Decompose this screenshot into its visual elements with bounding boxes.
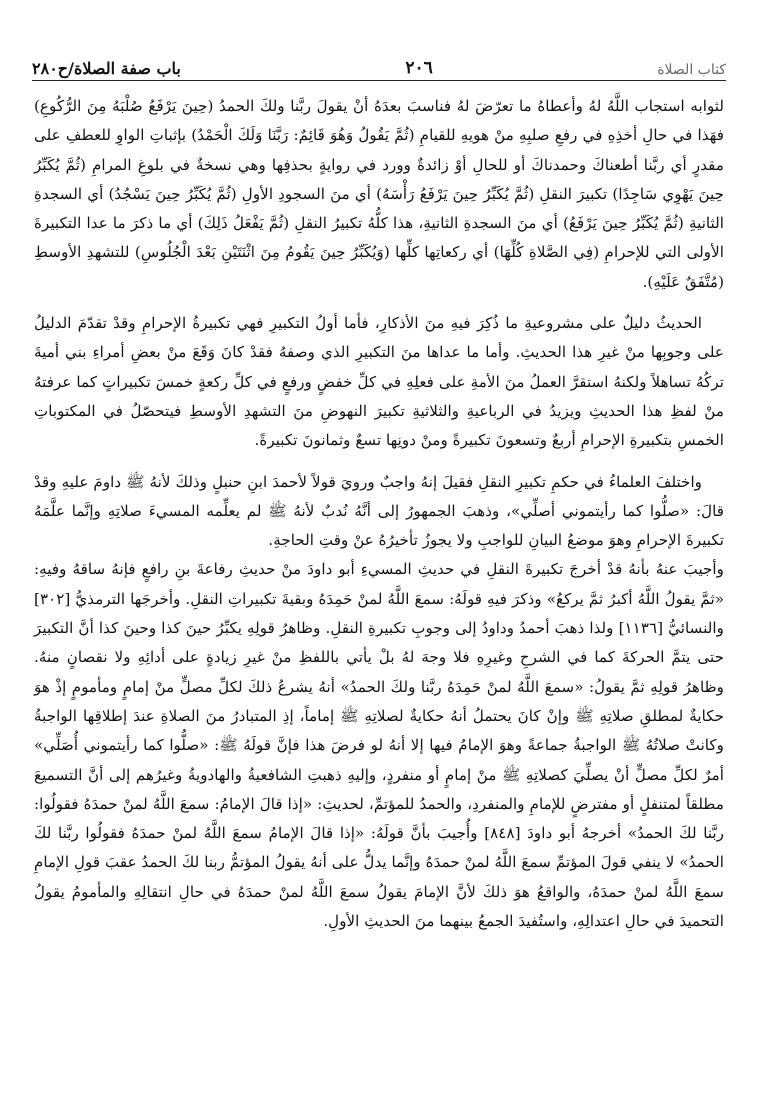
book-title: كتاب الصلاة: [657, 62, 726, 78]
paragraph-1: لثوابه استجاب اللَّهُ لهُ وأعطاهُ ما تعرّضَ لهُ فناسبَ بعدَهُ أنْ يقولَ ربَّنا ولكَ الحمدُ (حِينَ يَرْفَعُ صُلْبَهُ مِنَ الرُّكُوعِ) فهَذا في حالِ أخذِهِ في رفعِ صلبِهِ منْ هويهِ للقيامِ (ثُمَّ يَقُولُ وَهُوَ قَائِمٌ: رَبَّنَا وَلَكَ الْحَمْدُ) بإثباتِ الواوِ للعطفِ على مقدرٍ أي ربَّنا أطعناكَ وحمدناكَ أو للحالِ أوْ زائدةٌ وورد في روايةٍ بحذفِها وهي نسخةٌ في بلوغِ المرامِ (ثُمَّ يُكَبِّرُ حِينَ يَهْوِي سَاجِدًا) تكبيرَ النقلِ (ثُمَّ يُكَبِّرُ حِينَ يَرْفَعُ رَأْسَهُ) أي منَ السجودِ الأولِ (ثُمَّ يُكَبِّرُ حِينَ يَسْجُدُ) أي السجدةِ الثانيةِ (ثُمَّ يُكَبِّرُ حِينَ يَرْفَعُ) أي منَ السجدةِ الثانيةِ، هذا كلُّهُ تكبيرُ النقلِ (ثُمَّ يَفْعَلُ ذَلِكَ) أي ما ذكرَ ما عدا التكبيرةَ الأولى التي للإحرامِ (فِي الصَّلاةِ كُلِّهَا) أي ركعاتِها كلِّها (وَيُكَبِّرُ حِينَ يَقُومُ مِنَ اثْنَتَيْنِ بَعْدَ الْجُلُوسِ) للتشهدِ الأوسطِ (مُتَّفَقٌ عَلَيْهِ).: [34, 97, 724, 291]
paragraph-2: الحديثُ دليلٌ على مشروعيةِ ما ذُكِرَ فيهِ منَ الأذكارِ، فأما أولُ التكبيرِ فهي تكبيرةُ الإحرامِ وقدْ تقدّمَ الدليلُ على وجوبِها منْ غيرِ هذا الحديثِ. وأما ما عداها منَ التكبيرِ الذي وصفهُ فقدْ كانَ وَقَعَ منْ بعضِ أمراءِ بني أميةَ تركُهُ تساهلاً ولكنهُ استقرَّ العملُ منَ الأمةِ على فعلِهِ في كلِّ خفضٍ ورفعٍ في كلِّ ركعةٍ خمسَ تكبيراتٍ كما عرفتهُ منْ لفظِ هذا الحديثِ ويزيدُ في الرباعيةِ والثلاثيةِ تكبيرَ النهوضِ منَ التشهدِ الأوسطِ فيتحصّلُ في المكتوباتِ الخمسِ بتكبيرةِ الإحرامِ أربعٌ وتسعونَ تكبيرةً ومنْ دونِها تسعٌ وثمانونَ تكبيرةً.: [34, 314, 724, 450]
chapter-heading: باب صفة الصلاة/ح٢٨٠: [32, 59, 181, 78]
header-divider: [32, 80, 726, 81]
page-body: [34, 92, 724, 936]
paragraph-3: واختلفَ العلماءُ في حكمِ تكبيرِ النقلِ فقيلَ إنهُ واجبٌ ورويَ قولاً لأحمدَ ابنِ حنبلٍ وذلكَ لأنهُ ﷺ داومَ عليهِ وقدْ قالَ: «صلُّوا كما رأيتموني أصلِّي»، وذهبَ الجمهورُ إلى أنَّهُ نُدبٌ لأنهُ ﷺ لم يعلِّمه المسيءَ صلاتِهِ وإنَّما علَّمَهُ تكبيرةَ الإحرامِ وهوَ موضعُ البيانِ للواجبِ ولا يجوزُ تأخيرُهُ عنْ وقتِ الحاجةِ.: [34, 472, 724, 550]
page-number: ٢٠٦: [405, 58, 433, 78]
paragraph-4: وأجيبَ عنهُ بأنهُ قدْ أخرجَ تكبيرةَ النقلِ في حديثِ المسيءِ أبو داودَ منْ حديثِ رفاعةَ بنِ رافعٍ فإنهُ ساقهُ وفيهِ: «ثمَّ يقولُ اللَّهُ أكبرُ ثمَّ يركعُ» وذكرَ فيهِ قولَهُ: سمعَ اللَّهُ لمنْ حَمِدَهُ وبقيةَ تكبيراتِ النقلِ. وأخرجَها الترمذيُّ [٣٠٢] والنسائيُّ [١١٣٦] ولذا ذهبَ أحمدُ وداودُ إلى وجوبِ تكبيرةِ النقلِ. وظاهرُ قولِهِ يكبِّرُ حينَ كذا وحينَ كذا أنَّ التكبيرَ حتى يتمَّ الحركةَ كما في الشرحِ وغيرِهِ فلا وجهَ لهُ بلْ يأتي باللفظِ منْ غيرِ زيادةٍ على أدائِهِ ولا نقصانٍ منهُ. وظاهرُ قولِهِ ثمَّ يقولُ: «سمعَ اللَّهُ لمنْ حَمِدَهُ ربَّنا ولكَ الحمدُ» أنهُ يشرعُ ذلكَ لكلِّ مصلٍّ منْ إمامٍ ومأمومٍ إذْ هوَ حكايةٌ لمطلقِ صلاتِهِ ﷺ وإنْ كانَ يحتملُ أنهُ حكايةٌ لصلاتِهِ ﷺ إماماً، إذِ المتبادرُ منَ الصلاةِ عندَ إطلاقِها الواجبةُ وكانتْ صلاتُهُ ﷺ الواجبةُ جماعةً وهوَ الإمامُ فيها إلا أنهُ لو فرضَ هذا فإنَّ قولَهُ ﷺ: «صلُّوا كما رأيتموني أُصَلِّي» أمرٌ لكلِّ مصلٍّ أنْ يصلِّيَ كصلاتِهِ ﷺ منْ إمامٍ أو منفردٍ، وإليهِ ذهبتِ الشافعيةُ والهادويةُ وغيرُهم إلى أنَّ التسميعَ مطلقاً لمتنفلٍ أو مفترضٍ للإمامِ والمنفردِ، والحمدُ للمؤتمِّ، لحديثِ: «إذا قالَ الإمامُ: سمعَ اللَّهُ لمنْ حمدَهُ فقولُوا: ربَّنا لكَ الحمدُ» أخرجهُ أبو داودَ [٨٤٨] وأُجيبَ بأنَّ قولَهُ: «إذا قالَ الإمامُ سمعَ اللَّهُ لمنْ حمدَهُ فقولُوا ربَّنا لكَ الحمدُ» لا ينفي قولَ المؤتمِّ سمعَ اللَّهُ لمنْ حمدَهُ وإنَّما يدلُّ على أنهُ يقولُ المؤتمُّ ربنا لكَ الحمدُ عقبَ قولِ الإمامِ سمعَ اللَّهُ لمنْ حمدَهُ، والواقعُ هوَ ذلكَ لأنَّ الإمامَ يقولُ سمعَ اللَّهُ لمنْ حمدَهُ في حالِ انتقالِهِ والمأمومُ يقولُ التحميدَ في حالِ اعتدالِهِ، واستُفيدَ الجمعُ بينهما منَ الحديثِ الأولِ.: [34, 560, 724, 931]
page-header: [32, 50, 726, 78]
